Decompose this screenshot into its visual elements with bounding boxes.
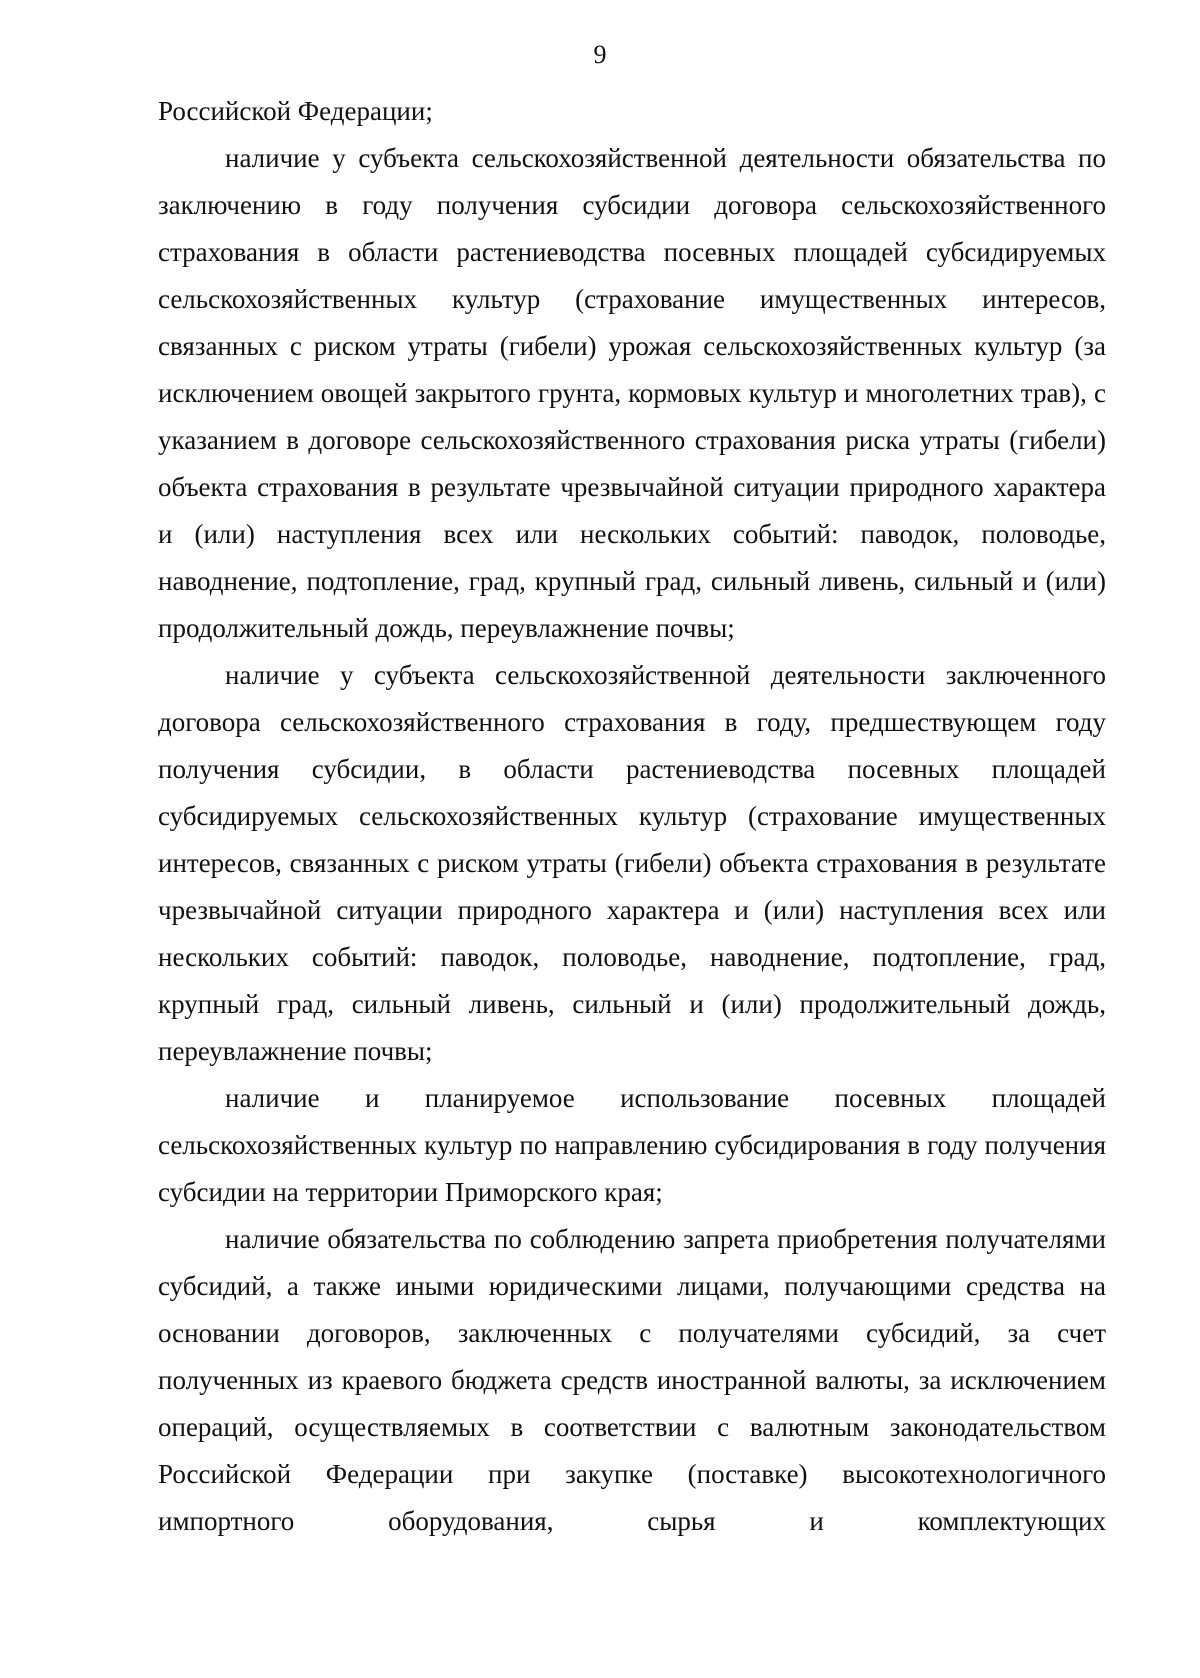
paragraph-continuation: Российской Федерации; bbox=[158, 96, 433, 126]
paragraph-previous-year-insurance: наличие у субъекта сельскохозяйственной деятельности заключенного договора сельскохозяйственного страхования в году, предшествующем году получения субсидии, в области растениеводства посевных площадей субсидируемых сельскохозяйственных культур (страхование имущественных интересов, связанных с риском утраты (гибели) объекта страхования в результате чрезвычайной ситуации природного характера и (или) наступления всех или нескольких событий: паводок, половодье, наводнение, подтопление, град, крупный град, сильный ливень, сильный и (или) продолжительный дождь, переувлажнение почвы; bbox=[158, 660, 1106, 1066]
document-body bbox=[158, 88, 1106, 1545]
paragraph-currency-ban: наличие обязательства по соблюдению запрета приобретения получателями субсидий, а также иными юридическими лицами, получающими средства на основании договоров, заключенных с получателями субсидий, за счет полученных из краевого бюджета средств иностранной валюты, за исключением операций, осуществляемых в соответствии с валютным законодательством Российской Федерации при закупке (поставке) высокотехнологичного импортного оборудования, сырья и комплектующих bbox=[158, 1224, 1106, 1536]
paragraph-sown-areas: наличие и планируемое использование посевных площадей сельскохозяйственных культур по направлению субсидирования в году получения субсидии на территории Приморского края; bbox=[158, 1083, 1106, 1207]
paragraph-insurance-obligation: наличие у субъекта сельскохозяйственной деятельности обязательства по заключению в году получения субсидии договора сельскохозяйственного страхования в области растениеводства посевных площадей субсидируемых сельскохозяйственных культур (страхование имущественных интересов, связанных с риском утраты (гибели) урожая сельскохозяйственных культур (за исключением овощей закрытого грунта, кормовых культур и многолетних трав), с указанием в договоре сельскохозяйственного страхования риска утраты (гибели) объекта страхования в результате чрезвычайной ситуации природного характера и (или) наступления всех или нескольких событий: паводок, половодье, наводнение, подтопление, град, крупный град, сильный ливень, сильный и (или) продолжительный дождь, переувлажнение почвы; bbox=[158, 143, 1106, 643]
page-number: 9 bbox=[593, 40, 607, 69]
